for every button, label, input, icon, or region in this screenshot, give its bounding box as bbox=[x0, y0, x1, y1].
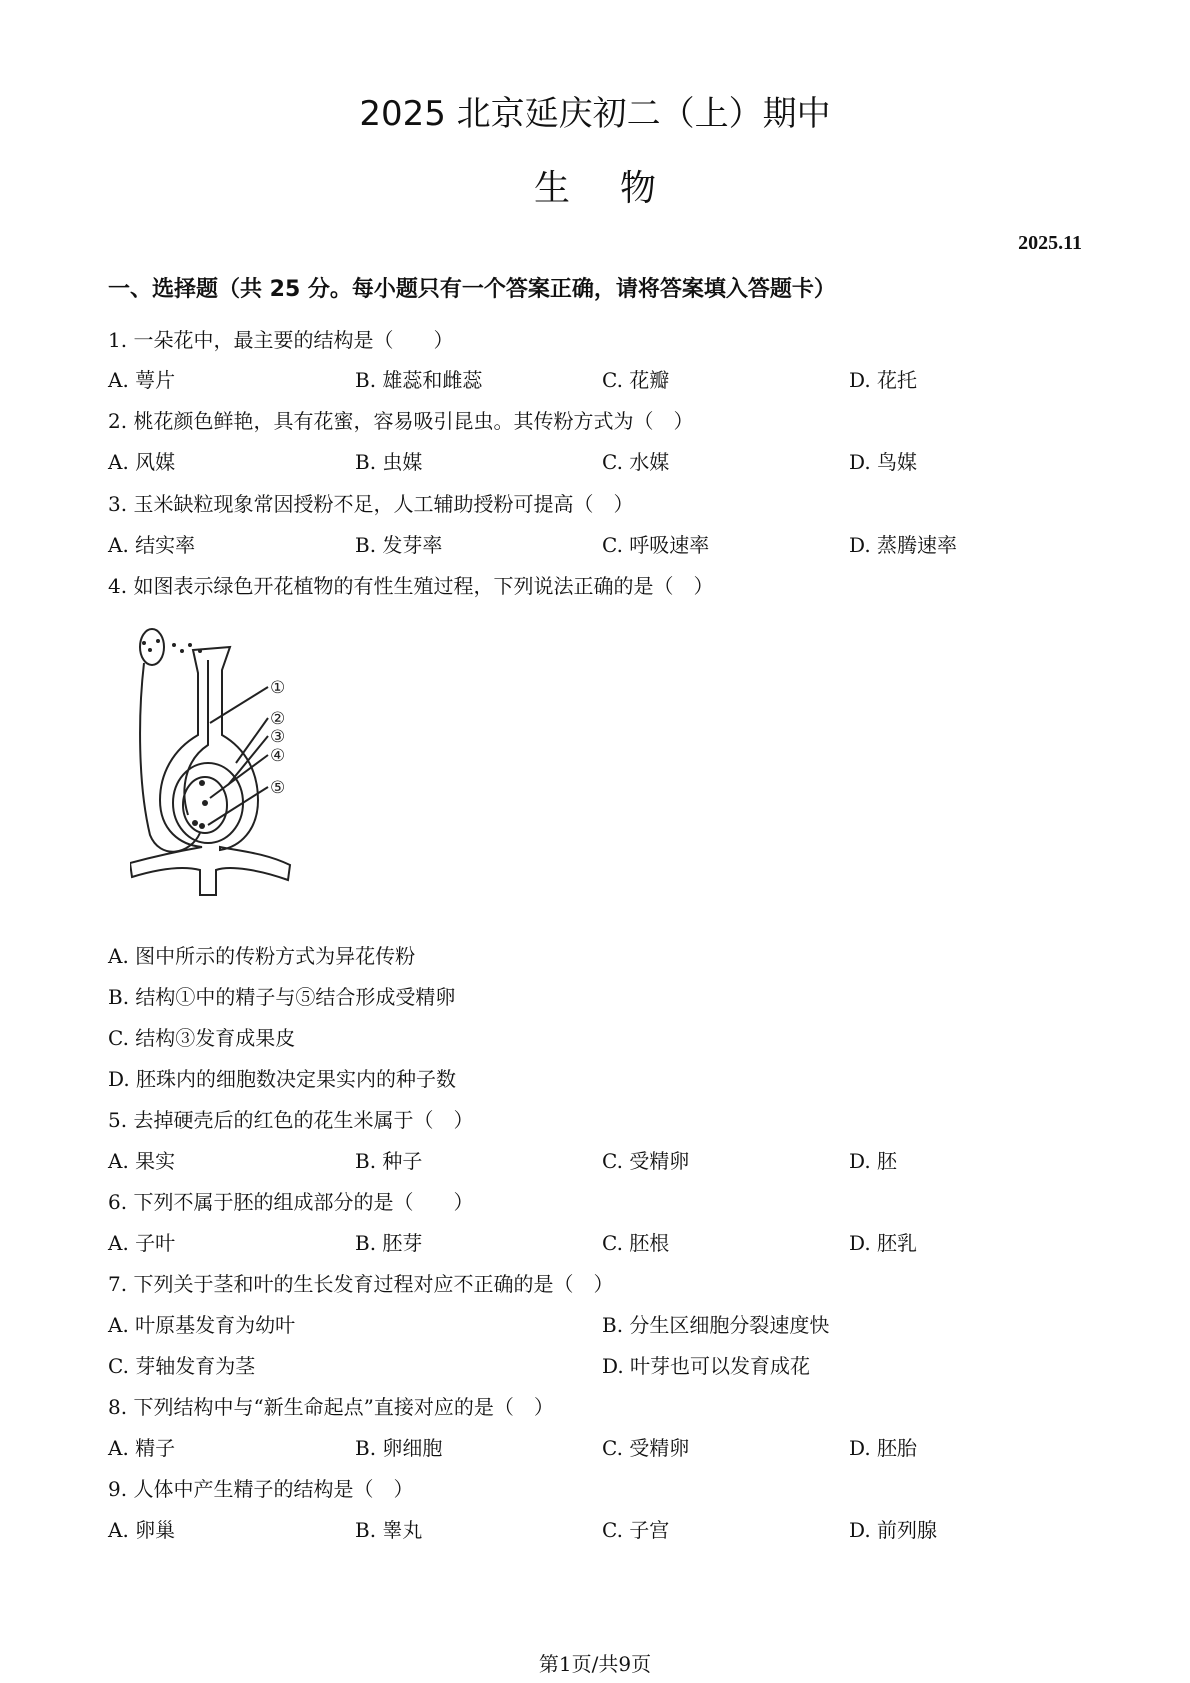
question-9-option-a: A. 卵巢 bbox=[108, 1518, 176, 1542]
question-1-option-c: C. 花瓣 bbox=[602, 368, 670, 392]
question-1-option-b: B. 雄蕊和雌蕊 bbox=[355, 368, 483, 392]
egg-nucleus-shape bbox=[202, 800, 208, 806]
pollen-dot-shape bbox=[198, 649, 202, 653]
pollen-dot-shape bbox=[148, 648, 152, 652]
pollen-tube-outer-shape bbox=[140, 663, 200, 852]
question-5-option-a: A. 果实 bbox=[108, 1149, 176, 1173]
question-7-option-b: B. 分生区细胞分裂速度快 bbox=[602, 1313, 830, 1337]
question-3-option-a: A. 结实率 bbox=[108, 533, 196, 557]
question-8-option-b: B. 卵细胞 bbox=[355, 1436, 443, 1460]
leader-line-1 bbox=[210, 687, 268, 723]
question-5-option-c: C. 受精卵 bbox=[602, 1149, 690, 1173]
page-title: 2025 北京延庆初二（上）期中 bbox=[359, 94, 831, 134]
pistil-pollination-diagram bbox=[130, 625, 340, 905]
question-8-option-a: A. 精子 bbox=[108, 1436, 176, 1460]
question-6-option-d: D. 胚乳 bbox=[849, 1231, 918, 1255]
question-9-option-c: C. 子宫 bbox=[602, 1518, 670, 1542]
antipodal-cell-shape bbox=[192, 820, 198, 826]
question-9-stem: 9. 人体中产生精子的结构是（ ） bbox=[108, 1477, 414, 1501]
pistil-outline-shape bbox=[130, 647, 290, 895]
figure-label-2: ② bbox=[270, 709, 286, 729]
page-footer: 第1页/共9页 bbox=[538, 1652, 652, 1676]
question-4-option-b: B. 结构①中的精子与⑤结合形成受精卵 bbox=[108, 985, 456, 1009]
question-8-stem: 8. 下列结构中与“新生命起点”直接对应的是（ ） bbox=[108, 1395, 554, 1419]
question-2-option-b: B. 虫媒 bbox=[355, 450, 423, 474]
question-2-option-d: D. 鸟媒 bbox=[849, 450, 918, 474]
question-6-option-b: B. 胚芽 bbox=[355, 1231, 423, 1255]
figure-label-5: ⑤ bbox=[270, 778, 286, 798]
figure-label-1: ① bbox=[270, 678, 286, 698]
question-2-stem: 2. 桃花颜色鲜艳，具有花蜜，容易吸引昆虫。其传粉方式为（ ） bbox=[108, 409, 694, 433]
question-3-option-b: B. 发芽率 bbox=[355, 533, 443, 557]
pollen-grain-shape bbox=[140, 629, 164, 665]
question-9-option-d: D. 前列腺 bbox=[849, 1518, 938, 1542]
subject-title: 生物 bbox=[533, 168, 706, 209]
question-3-option-d: D. 蒸腾速率 bbox=[849, 533, 958, 557]
pollen-dot-shape bbox=[156, 639, 160, 643]
question-2-option-a: A. 风媒 bbox=[108, 450, 176, 474]
question-7-stem: 7. 下列关于茎和叶的生长发育过程对应不正确的是（ ） bbox=[108, 1272, 614, 1296]
question-6-option-a: A. 子叶 bbox=[108, 1231, 176, 1255]
section-heading: 一、选择题（共 25 分。每小题只有一个答案正确，请将答案填入答题卡） bbox=[108, 277, 836, 302]
question-5-stem: 5. 去掉硬壳后的红色的花生米属于（ ） bbox=[108, 1108, 474, 1132]
question-9-option-b: B. 睾丸 bbox=[355, 1518, 423, 1542]
exam-date: 2025.11 bbox=[1018, 232, 1082, 254]
question-1-option-d: D. 花托 bbox=[849, 368, 918, 392]
question-8-option-c: C. 受精卵 bbox=[602, 1436, 690, 1460]
question-4-option-c: C. 结构③发育成果皮 bbox=[108, 1026, 296, 1050]
question-4-stem: 4. 如图表示绿色开花植物的有性生殖过程，下列说法正确的是（ ） bbox=[108, 574, 714, 598]
pollen-dot-shape bbox=[142, 641, 146, 645]
figure-label-4: ④ bbox=[270, 746, 286, 766]
question-4-option-d: D. 胚珠内的细胞数决定果实内的种子数 bbox=[108, 1067, 457, 1091]
question-6-stem: 6. 下列不属于胚的组成部分的是（ ） bbox=[108, 1190, 474, 1214]
question-6-option-c: C. 胚根 bbox=[602, 1231, 670, 1255]
question-2-option-c: C. 水媒 bbox=[602, 450, 670, 474]
question-3-stem: 3. 玉米缺粒现象常因授粉不足，人工辅助授粉可提高（ ） bbox=[108, 492, 634, 516]
pollen-dot-shape bbox=[180, 649, 184, 653]
question-1-stem: 1. 一朵花中，最主要的结构是（ ） bbox=[108, 328, 454, 352]
antipodal-cell-shape bbox=[199, 823, 205, 829]
question-8-option-d: D. 胚胎 bbox=[849, 1436, 918, 1460]
question-1-option-a: A. 萼片 bbox=[108, 368, 176, 392]
polar-nucleus-shape bbox=[199, 780, 205, 786]
figure-label-3: ③ bbox=[270, 727, 286, 747]
question-5-option-d: D. 胚 bbox=[849, 1149, 898, 1173]
question-5-option-b: B. 种子 bbox=[355, 1149, 423, 1173]
question-4-option-a: A. 图中所示的传粉方式为异花传粉 bbox=[108, 944, 416, 968]
pollen-tube-inner-shape bbox=[184, 660, 208, 815]
question-7-option-a: A. 叶原基发育为幼叶 bbox=[108, 1313, 296, 1337]
question-3-option-c: C. 呼吸速率 bbox=[602, 533, 710, 557]
pollen-dot-shape bbox=[172, 643, 176, 647]
question-7-option-c: C. 芽轴发育为茎 bbox=[108, 1354, 256, 1378]
question-7-option-d: D. 叶芽也可以发育成花 bbox=[602, 1354, 811, 1378]
pollen-dot-shape bbox=[188, 643, 192, 647]
